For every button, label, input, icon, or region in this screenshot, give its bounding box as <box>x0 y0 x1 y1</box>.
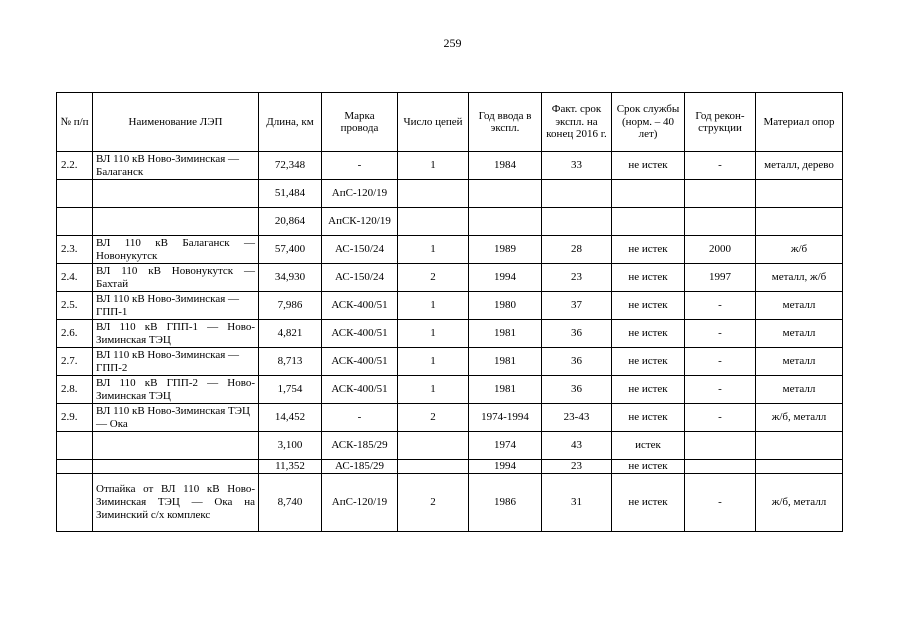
cell-reconstruction-year: - <box>685 292 756 320</box>
cell-wire-grade: АСК-185/29 <box>322 432 398 460</box>
cell-reconstruction-year <box>685 432 756 460</box>
cell-commission-year: 1984 <box>469 152 542 180</box>
cell-actual-service: 31 <box>542 473 612 531</box>
cell-reconstruction-year <box>685 460 756 474</box>
cell-wire-grade: АСК-400/51 <box>322 292 398 320</box>
cell-wire-grade: АС-185/29 <box>322 460 398 474</box>
cell-line-name <box>93 180 259 208</box>
cell-number: 2.4. <box>57 264 93 292</box>
cell-service-life: не истек <box>612 320 685 348</box>
cell-service-life <box>612 180 685 208</box>
col-header-circuits: Число цепей <box>398 93 469 152</box>
cell-actual-service: 33 <box>542 152 612 180</box>
cell-length: 8,713 <box>259 348 322 376</box>
cell-reconstruction-year: 1997 <box>685 264 756 292</box>
cell-circuits <box>398 432 469 460</box>
cell-reconstruction-year: - <box>685 152 756 180</box>
cell-reconstruction-year: 2000 <box>685 236 756 264</box>
table-row <box>57 473 843 531</box>
col-header-length: Длина, км <box>259 93 322 152</box>
col-header-reconstruction-year: Год рекон- струкции <box>685 93 756 152</box>
cell-circuits: 1 <box>398 236 469 264</box>
cell-line-name: ВЛ 110 кВ ГПП-1 — Ново-Зиминская ТЭЦ <box>93 320 259 348</box>
col-header-actual-service: Факт. срок экспл. на конец 2016 г. <box>542 93 612 152</box>
cell-service-life: не истек <box>612 152 685 180</box>
cell-commission-year <box>469 208 542 236</box>
cell-number <box>57 208 93 236</box>
cell-commission-year: 1986 <box>469 473 542 531</box>
cell-line-name: ВЛ 110 кВ Балаганск — Новонукутск <box>93 236 259 264</box>
cell-wire-grade: АС-150/24 <box>322 264 398 292</box>
cell-length: 7,986 <box>259 292 322 320</box>
cell-support-material: металл, дерево <box>756 152 843 180</box>
cell-reconstruction-year <box>685 208 756 236</box>
cell-length: 14,452 <box>259 404 322 432</box>
cell-commission-year: 1974 <box>469 432 542 460</box>
cell-circuits: 2 <box>398 264 469 292</box>
cell-line-name: ВЛ 110 кВ ГПП-2 — Ново-Зиминская ТЭЦ <box>93 376 259 404</box>
cell-number: 2.8. <box>57 376 93 404</box>
cell-line-name: Отпайка от ВЛ 110 кВ Ново-Зиминская ТЭЦ — Ока на Зиминский с/х комплекс <box>93 473 259 531</box>
cell-support-material <box>756 208 843 236</box>
cell-line-name: ВЛ 110 кВ Новонукутск — Бахтай <box>93 264 259 292</box>
cell-line-name: ВЛ 110 кВ Ново-Зиминская — Балаганск <box>93 152 259 180</box>
cell-support-material <box>756 460 843 474</box>
cell-wire-grade: АС-150/24 <box>322 236 398 264</box>
cell-line-name: ВЛ 110 кВ Ново-Зиминская — ГПП-2 <box>93 348 259 376</box>
cell-wire-grade: АСК-400/51 <box>322 376 398 404</box>
cell-commission-year: 1981 <box>469 348 542 376</box>
cell-number: 2.9. <box>57 404 93 432</box>
cell-line-name <box>93 460 259 474</box>
cell-circuits <box>398 208 469 236</box>
cell-support-material: ж/б, металл <box>756 473 843 531</box>
cell-actual-service: 23-43 <box>542 404 612 432</box>
cell-actual-service: 36 <box>542 348 612 376</box>
cell-commission-year: 1981 <box>469 320 542 348</box>
cell-line-name <box>93 208 259 236</box>
cell-line-name: ВЛ 110 кВ Ново-Зиминская ТЭЦ — Ока <box>93 404 259 432</box>
cell-length: 20,864 <box>259 208 322 236</box>
cell-circuits: 1 <box>398 292 469 320</box>
col-header-support-material: Материал опор <box>756 93 843 152</box>
cell-actual-service <box>542 180 612 208</box>
cell-wire-grade: АпС-120/19 <box>322 180 398 208</box>
cell-circuits: 2 <box>398 404 469 432</box>
table-row <box>57 376 843 404</box>
col-header-line-name: Наименование ЛЭП <box>93 93 259 152</box>
table-row <box>57 320 843 348</box>
cell-reconstruction-year: - <box>685 404 756 432</box>
cell-number: 2.7. <box>57 348 93 376</box>
cell-service-life: не истек <box>612 376 685 404</box>
table-row <box>57 208 843 236</box>
cell-support-material <box>756 432 843 460</box>
cell-actual-service: 36 <box>542 320 612 348</box>
cell-number: 2.6. <box>57 320 93 348</box>
cell-commission-year: 1994 <box>469 460 542 474</box>
cell-commission-year: 1989 <box>469 236 542 264</box>
cell-service-life <box>612 208 685 236</box>
cell-actual-service: 43 <box>542 432 612 460</box>
cell-service-life: не истек <box>612 460 685 474</box>
cell-support-material: металл, ж/б <box>756 264 843 292</box>
cell-support-material: ж/б, металл <box>756 404 843 432</box>
cell-service-life: не истек <box>612 473 685 531</box>
cell-circuits: 1 <box>398 376 469 404</box>
cell-number: 2.2. <box>57 152 93 180</box>
cell-actual-service: 28 <box>542 236 612 264</box>
page-number: 259 <box>443 36 462 50</box>
cell-reconstruction-year <box>685 180 756 208</box>
cell-reconstruction-year: - <box>685 348 756 376</box>
cell-service-life: не истек <box>612 236 685 264</box>
cell-service-life: не истек <box>612 404 685 432</box>
cell-length: 3,100 <box>259 432 322 460</box>
cell-length: 72,348 <box>259 152 322 180</box>
cell-support-material: ж/б <box>756 236 843 264</box>
cell-wire-grade: АпС-120/19 <box>322 473 398 531</box>
cell-number: 2.3. <box>57 236 93 264</box>
cell-support-material: металл <box>756 348 843 376</box>
cell-circuits: 2 <box>398 473 469 531</box>
cell-service-life: не истек <box>612 292 685 320</box>
cell-actual-service <box>542 208 612 236</box>
table-row <box>57 180 843 208</box>
table-row <box>57 460 843 474</box>
cell-length: 8,740 <box>259 473 322 531</box>
cell-reconstruction-year: - <box>685 473 756 531</box>
table-row <box>57 292 843 320</box>
cell-wire-grade: АСК-400/51 <box>322 348 398 376</box>
cell-wire-grade: АпСК-120/19 <box>322 208 398 236</box>
cell-length: 34,930 <box>259 264 322 292</box>
col-header-number: № п/п <box>57 93 93 152</box>
cell-number <box>57 180 93 208</box>
cell-circuits: 1 <box>398 348 469 376</box>
cell-length: 51,484 <box>259 180 322 208</box>
power-lines-table <box>56 92 843 532</box>
cell-commission-year <box>469 180 542 208</box>
cell-line-name: ВЛ 110 кВ Ново-Зиминская — ГПП-1 <box>93 292 259 320</box>
cell-commission-year: 1980 <box>469 292 542 320</box>
cell-circuits: 1 <box>398 320 469 348</box>
cell-circuits <box>398 460 469 474</box>
col-header-service-life: Срок службы (норм. – 40 лет) <box>612 93 685 152</box>
cell-length: 1,754 <box>259 376 322 404</box>
cell-reconstruction-year: - <box>685 320 756 348</box>
cell-commission-year: 1994 <box>469 264 542 292</box>
cell-number <box>57 473 93 531</box>
cell-reconstruction-year: - <box>685 376 756 404</box>
cell-wire-grade: - <box>322 404 398 432</box>
table-header-row <box>57 93 843 152</box>
cell-service-life: не истек <box>612 264 685 292</box>
cell-circuits <box>398 180 469 208</box>
cell-service-life: истек <box>612 432 685 460</box>
cell-actual-service: 36 <box>542 376 612 404</box>
cell-length: 11,352 <box>259 460 322 474</box>
cell-commission-year: 1981 <box>469 376 542 404</box>
table-row <box>57 264 843 292</box>
cell-actual-service: 23 <box>542 264 612 292</box>
cell-length: 4,821 <box>259 320 322 348</box>
cell-line-name <box>93 432 259 460</box>
cell-actual-service: 37 <box>542 292 612 320</box>
table-row <box>57 404 843 432</box>
col-header-wire-grade: Марка провода <box>322 93 398 152</box>
table-row <box>57 432 843 460</box>
cell-support-material <box>756 180 843 208</box>
table-row <box>57 152 843 180</box>
cell-actual-service: 23 <box>542 460 612 474</box>
cell-wire-grade: - <box>322 152 398 180</box>
cell-service-life: не истек <box>612 348 685 376</box>
table-row <box>57 348 843 376</box>
cell-commission-year: 1974-1994 <box>469 404 542 432</box>
cell-number <box>57 460 93 474</box>
cell-wire-grade: АСК-400/51 <box>322 320 398 348</box>
cell-number <box>57 432 93 460</box>
cell-support-material: металл <box>756 292 843 320</box>
cell-number: 2.5. <box>57 292 93 320</box>
cell-circuits: 1 <box>398 152 469 180</box>
table-row <box>57 236 843 264</box>
cell-support-material: металл <box>756 320 843 348</box>
col-header-commission-year: Год ввода в экспл. <box>469 93 542 152</box>
cell-support-material: металл <box>756 376 843 404</box>
cell-length: 57,400 <box>259 236 322 264</box>
